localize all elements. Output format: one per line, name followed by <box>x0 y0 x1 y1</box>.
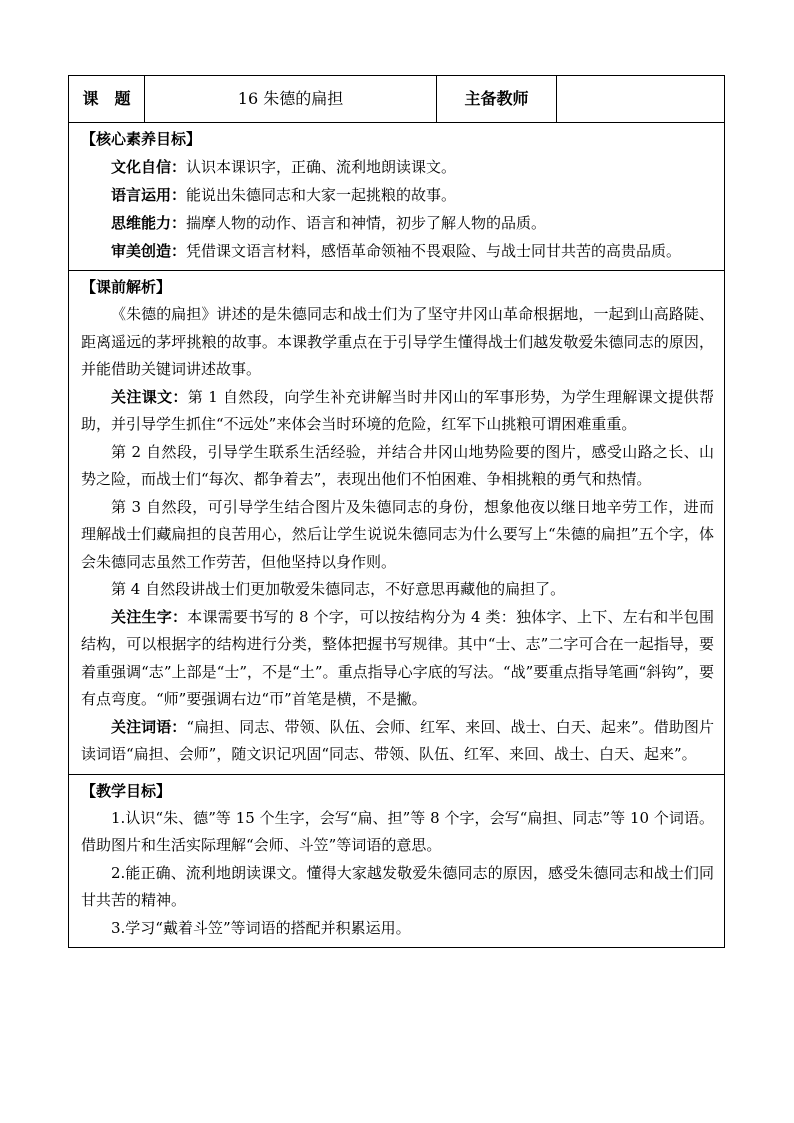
goal-language <box>81 181 714 209</box>
char-focus-paragraph <box>81 604 714 714</box>
core-goals-title: 【核心素养目标】 <box>81 130 202 148</box>
teaching-goals-title: 【教学目标】 <box>81 781 172 800</box>
lesson-title: 16 朱德的扁担 <box>145 76 437 122</box>
paragraph-3-note: 第 3 自然段，可引导学生结合图片及朱德同志的身份，想象他夜以继日地辛劳工作，进而理解战士们藏扁担的良苦用心，然后让学生说说朱德同志为什么要写上“朱德的扁担”五个字，体会朱德同志虽然工作劳苦，但他坚持以身作则。 <box>81 497 714 571</box>
text-focus-body: 第 1 自然段，向学生补充讲解当时井冈山的军事形势，为学生理解课文提供帮助，并引导学生抓住“不远处”来体会当时环境的危险，红军下山挑粮可谓困难重重。 <box>81 387 714 433</box>
word-focus-paragraph <box>81 714 714 769</box>
goal-text: 凭借课文语言材料，感悟革命领袖不畏艰险、与战士同甘共苦的高贵品质。 <box>186 242 682 260</box>
goal-aesthetic <box>81 237 714 265</box>
core-goals-section <box>69 123 724 271</box>
goal-key: 文化自信： <box>111 158 187 176</box>
goal-key: 思维能力： <box>111 214 187 232</box>
teaching-goals-section <box>69 775 724 948</box>
goal-key: 审美创造： <box>111 242 187 260</box>
lead-teacher-field[interactable] <box>557 76 724 122</box>
word-focus-body: “扁担、同志、带领、队伍、会师、红军、来回、战士、白天、起来”。借助图片读词语“扁担、会师”，随文识记巩固“同志、带领、队伍、红军、来回、战士、白天、起来”。 <box>81 717 714 763</box>
goal-thinking <box>81 209 714 237</box>
topic-label: 课 题 <box>69 76 145 122</box>
header-row <box>69 76 724 123</box>
teaching-goal-1: 1.认识“朱、德”等 15 个生字，会写“扁、担”等 8 个字，会写“扁担、同志”等 10 个词语。借助图片和生活实际理解“会师、斗笠”等词语的意思。 <box>81 808 714 854</box>
char-focus-body: 本课需要书写的 8 个字，可以按结构分为 4 类：独体字、上下、左右和半包围结构，可以根据字的结构进行分类，整体把握书写规律。其中“士、志”二字可合在一起指导，要着重强调“志”上部是“士”，不是“土”。重点指导心字底的写法。“战”要重点指导笔画“斜钩”，要有点弯度。“师”要强调右边“帀”首笔是横，不是撇。 <box>81 607 714 708</box>
analysis-intro: 《朱德的扁担》讲述的是朱德同志和战士们为了坚守井冈山革命根据地，一起到山高路陡、距离遥远的茅坪挑粮的故事。本课教学重点在于引导学生懂得战士们越发敬爱朱德同志的原因，并能借助关键词讲述故事。 <box>81 305 714 378</box>
word-focus-key: 关注词语： <box>111 717 187 736</box>
teaching-goal-2: 2.能正确、流利地朗读课文。懂得大家越发敬爱朱德同志的原因，感受朱德同志和战士们同甘共苦的精神。 <box>81 863 714 909</box>
text-focus-key: 关注课文： <box>111 387 188 406</box>
lesson-plan-table <box>68 75 725 948</box>
text-focus-paragraph <box>81 384 714 439</box>
analysis-section <box>69 271 724 775</box>
goal-key: 语言运用： <box>111 186 187 204</box>
goal-text: 揣摩人物的动作、语言和神情，初步了解人物的品质。 <box>186 214 547 232</box>
analysis-title: 【课前解析】 <box>81 278 172 296</box>
paragraph-4-note: 第 4 自然段讲战士们更加敬爱朱德同志，不好意思再藏他的扁担了。 <box>111 580 566 598</box>
goal-text: 认识本课识字，正确、流利地朗读课文。 <box>186 158 457 176</box>
char-focus-key: 关注生字： <box>111 607 188 626</box>
goal-text: 能说出朱德同志和大家一起挑粮的故事。 <box>186 186 457 204</box>
goal-culture <box>81 153 714 181</box>
teaching-goal-3: 3.学习“戴着斗笠”等词语的搭配并积累运用。 <box>111 918 411 937</box>
paragraph-2-note: 第 2 自然段，引导学生联系生活经验，并结合井冈山地势险要的图片，感受山路之长、山势之险，而战士们“每次、都争着去”，表现出他们不怕困难、争相挑粮的勇气和热情。 <box>81 442 714 488</box>
lead-teacher-label: 主备教师 <box>437 76 557 122</box>
